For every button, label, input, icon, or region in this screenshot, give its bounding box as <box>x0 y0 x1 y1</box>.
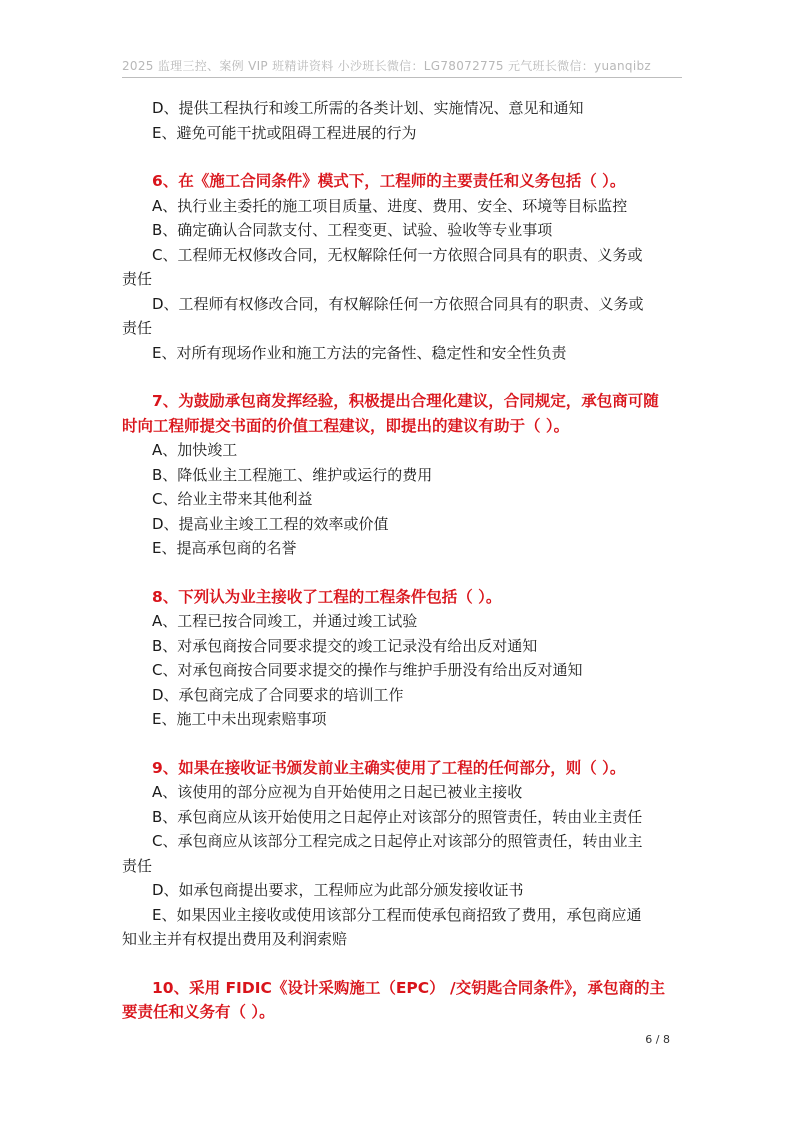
option-line: E、对所有现场作业和施工方法的完备性、稳定性和安全性负责 <box>152 343 567 362</box>
option-line: A、执行业主委托的施工项目质量、进度、费用、安全、环境等目标监控 <box>152 196 628 215</box>
option-line: C、工程师无权修改合同，无权解除任何一方依照合同具有的职责、义务或 <box>152 245 643 264</box>
question-heading-continued: 要责任和义务有（ ）。 <box>122 1003 275 1021</box>
option-line: B、对承包商按合同要求提交的竣工记录没有给出反对通知 <box>152 636 538 655</box>
option-line-continued: 责任 <box>122 856 153 875</box>
option-line: C、对承包商按合同要求提交的操作与维护手册没有给出反对通知 <box>152 661 583 679</box>
option-line: E、避免可能干扰或阻碍工程进展的行为 <box>152 123 417 142</box>
option-line: C、承包商应从该部分工程完成之日起停止对该部分的照管责任，转由业主 <box>152 832 643 850</box>
document-body <box>122 96 688 1025</box>
option-line: A、加快竣工 <box>152 441 238 459</box>
option-line: D、提高业主竣工工程的效率或价值 <box>152 514 389 533</box>
option-line: D、承包商完成了合同要求的培训工作 <box>152 685 404 704</box>
question-heading: 6、在《施工合同条件》模式下，工程师的主要责任和义务包括（ ）。 <box>152 172 626 190</box>
option-line: C、给业主带来其他利益 <box>152 490 313 508</box>
option-line: E、施工中未出现索赔事项 <box>152 710 327 728</box>
option-line: D、工程师有权修改合同，有权解除任何一方依照合同具有的职责、义务或 <box>152 294 644 313</box>
option-line: B、确定确认合同款支付、工程变更、试验、验收等专业事项 <box>152 221 553 239</box>
option-line-continued: 知业主并有权提出费用及利润索赔 <box>122 930 348 948</box>
option-line: B、降低业主工程施工、维护或运行的费用 <box>152 465 433 484</box>
page-header <box>122 53 682 78</box>
header-watermark-text: 2025 监理三控、案例 VIP 班精讲资料 小沙班长微信：LG78072775 元气班长微信：yuanqibz <box>122 59 651 73</box>
option-line: A、该使用的部分应视为自开始使用之日起已被业主接收 <box>152 783 523 801</box>
question-heading: 10、采用 FIDIC《设计采购施工（EPC） /交钥匙合同条件》，承包商的主 <box>152 978 665 997</box>
option-line: A、工程已按合同竣工，并通过竣工试验 <box>152 612 418 630</box>
option-line: E、提高承包商的名誉 <box>152 539 297 557</box>
option-line-continued: 责任 <box>122 319 153 337</box>
question-heading: 8、下列认为业主接收了工程的工程条件包括（ ）。 <box>152 587 502 606</box>
option-line-continued: 责任 <box>122 270 153 288</box>
option-line: B、承包商应从该开始使用之日起停止对该部分的照管责任，转由业主责任 <box>152 807 643 826</box>
option-line: E、如果因业主接收或使用该部分工程而使承包商招致了费用，承包商应通 <box>152 905 642 924</box>
option-line: D、提供工程执行和竣工所需的各类计划、实施情况、意见和通知 <box>152 99 584 117</box>
option-line: D、如承包商提出要求，工程师应为此部分颁发接收证书 <box>152 881 524 899</box>
question-heading: 7、为鼓励承包商发挥经验，积极提出合理化建议，合同规定，承包商可随 <box>152 392 659 410</box>
question-heading: 9、如果在接收证书颁发前业主确实使用了工程的任何部分，则（ ）。 <box>152 758 626 777</box>
page-number: 6 / 8 <box>645 1033 670 1046</box>
question-heading-continued: 时向工程师提交书面的价值工程建议，即提出的建议有助于（ ）。 <box>122 416 570 435</box>
